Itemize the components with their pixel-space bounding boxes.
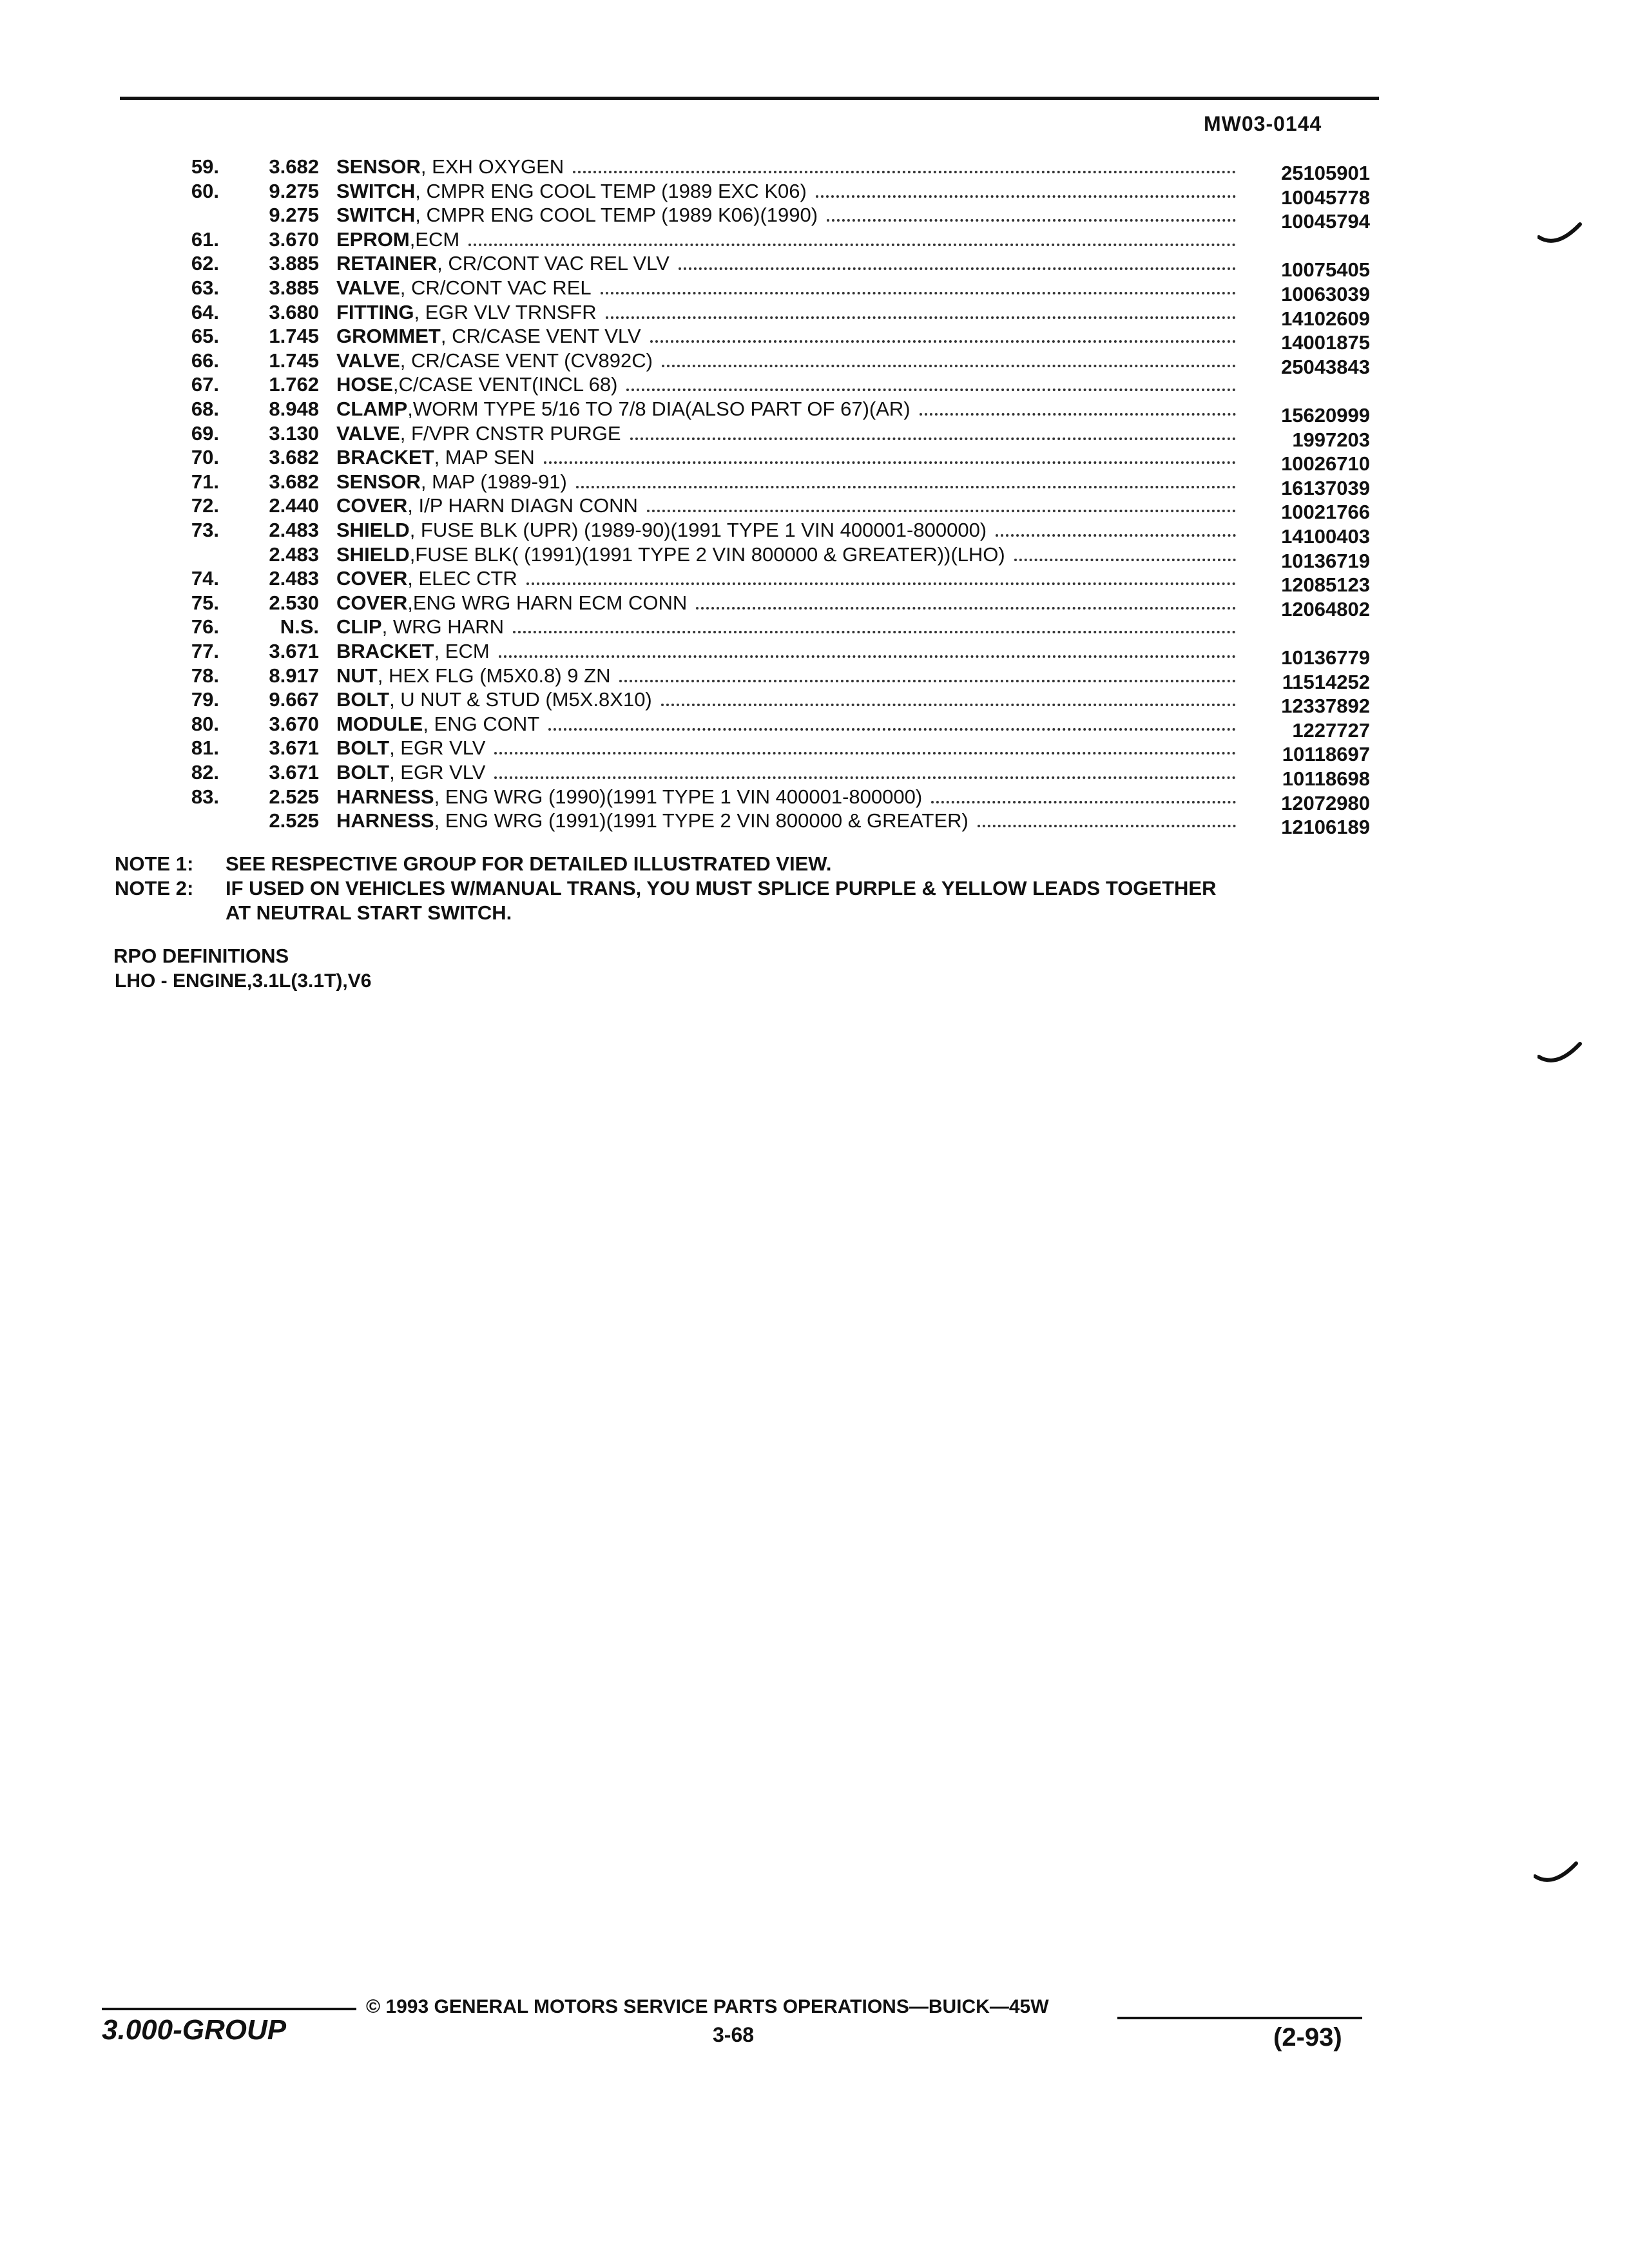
part-number: 12072980 — [1281, 792, 1370, 814]
note-1 — [115, 852, 1403, 876]
group-number: 8.917 — [269, 664, 319, 687]
note-2-text-continued: AT NEUTRAL START SWITCH. — [226, 901, 512, 924]
item-number: 75. — [191, 591, 219, 614]
part-detail: , EGR VLV TRNSFR — [414, 301, 597, 323]
document-code: MW03-0144 — [1204, 112, 1322, 135]
part-description — [336, 349, 1236, 373]
part-name: CLAMP — [336, 398, 408, 420]
part-row — [0, 639, 1629, 669]
part-name: FITTING — [336, 301, 414, 323]
binder-hole-mark-bottom — [1534, 1860, 1579, 1888]
part-description — [336, 421, 1236, 446]
part-name: BRACKET — [336, 446, 434, 468]
part-row — [0, 615, 1629, 639]
part-number: 10075405 — [1281, 258, 1370, 281]
group-number: 9.275 — [269, 204, 319, 226]
item-number: 77. — [191, 640, 219, 662]
group-number: N.S. — [280, 615, 319, 638]
part-row — [0, 470, 1629, 499]
part-name: BOLT — [336, 761, 390, 783]
note-1-label: NOTE 1: — [115, 852, 194, 875]
footer-date: (2-93) — [1273, 2023, 1342, 2052]
part-number: 15620999 — [1281, 404, 1370, 427]
part-number: 10118698 — [1282, 767, 1370, 790]
part-name: SENSOR — [336, 155, 421, 178]
part-number: 12337892 — [1281, 695, 1370, 717]
part-row — [0, 227, 1629, 252]
part-row — [0, 809, 1629, 838]
dot-leader — [619, 664, 1236, 682]
group-number: 9.667 — [269, 688, 319, 711]
part-name: BOLT — [336, 736, 390, 759]
notes-section — [115, 852, 1403, 925]
group-number: 8.948 — [269, 398, 319, 420]
group-number: 2.440 — [269, 494, 319, 517]
item-number: 59. — [191, 155, 219, 178]
part-number: 10063039 — [1281, 283, 1370, 305]
part-name: BRACKET — [336, 640, 434, 662]
group-number: 1.745 — [269, 325, 319, 347]
part-number: 12106189 — [1281, 816, 1370, 838]
part-description — [336, 736, 1236, 760]
part-name: HOSE — [336, 373, 393, 396]
part-number: 10026710 — [1281, 452, 1370, 475]
part-detail: , I/P HARN DIAGN CONN — [407, 494, 638, 517]
part-detail: , CR/CASE VENT VLV — [440, 325, 641, 347]
part-detail: ,FUSE BLK( (1991)(1991 TYPE 2 VIN 800000 & GREATER))(LHO) — [409, 543, 1005, 566]
dot-leader — [650, 325, 1236, 343]
part-name: NUT — [336, 664, 378, 687]
dot-leader — [827, 204, 1236, 222]
part-number: 10118697 — [1282, 743, 1370, 765]
part-row — [0, 445, 1629, 475]
part-number: 14100403 — [1281, 525, 1370, 548]
dot-leader — [526, 567, 1236, 585]
group-number: 2.483 — [269, 567, 319, 590]
part-name: VALVE — [336, 422, 400, 445]
group-number: 3.682 — [269, 470, 319, 493]
part-description — [336, 591, 1236, 615]
part-name: VALVE — [336, 276, 400, 299]
item-number: 62. — [191, 252, 219, 274]
item-number: 72. — [191, 494, 219, 517]
item-number: 66. — [191, 349, 219, 372]
note-1-text: SEE RESPECTIVE GROUP FOR DETAILED ILLUSTRATED VIEW. — [226, 852, 832, 875]
part-number: 16137039 — [1281, 477, 1370, 499]
dot-leader — [494, 761, 1236, 779]
top-rule — [120, 97, 1379, 100]
part-detail: , MAP (1989-91) — [420, 470, 567, 493]
footer-rule-right — [1117, 2017, 1362, 2019]
footer-page-number: 3-68 — [713, 2023, 755, 2046]
dot-leader — [499, 640, 1236, 658]
part-detail: , CMPR ENG COOL TEMP (1989 K06)(1990) — [415, 204, 818, 226]
group-number: 1.762 — [269, 373, 319, 396]
part-name: COVER — [336, 567, 408, 590]
part-number: 10045794 — [1281, 210, 1370, 233]
part-description — [336, 785, 1236, 809]
part-description — [336, 300, 1236, 325]
dot-leader — [1014, 543, 1236, 561]
part-detail: , ENG WRG (1991)(1991 TYPE 2 VIN 800000 & GREATER) — [434, 809, 969, 832]
dot-leader — [573, 155, 1236, 173]
part-name: CLIP — [336, 615, 382, 638]
part-row — [0, 687, 1629, 717]
part-detail: , U NUT & STUD (M5X.8X10) — [389, 688, 652, 711]
part-row — [0, 543, 1629, 572]
part-description — [336, 155, 1236, 179]
dot-leader — [920, 398, 1236, 416]
item-number: 81. — [191, 736, 219, 759]
part-row — [0, 372, 1629, 397]
part-row — [0, 276, 1629, 305]
item-number: 71. — [191, 470, 219, 493]
group-number: 2.525 — [269, 809, 319, 832]
group-number: 3.682 — [269, 446, 319, 468]
part-detail: ,C/CASE VENT(INCL 68) — [392, 373, 618, 396]
part-name: COVER — [336, 591, 408, 614]
item-number: 60. — [191, 180, 219, 202]
part-row — [0, 566, 1629, 596]
dot-leader — [696, 591, 1236, 610]
dot-leader — [661, 688, 1236, 706]
group-number: 2.530 — [269, 591, 319, 614]
part-detail: , CR/CONT VAC REL — [400, 276, 592, 299]
part-number: 12085123 — [1281, 573, 1370, 596]
group-number: 3.670 — [269, 713, 319, 735]
group-number: 3.885 — [269, 252, 319, 274]
part-row — [0, 421, 1629, 451]
part-description — [336, 760, 1236, 785]
part-detail: , WRG HARN — [381, 615, 505, 638]
footer-rule-left — [102, 2008, 356, 2010]
part-description — [336, 712, 1236, 736]
part-detail: , FUSE BLK (UPR) (1989-90)(1991 TYPE 1 VIN 400001-800000) — [409, 519, 987, 541]
part-detail: , ECM — [434, 640, 490, 662]
part-row — [0, 349, 1629, 378]
dot-leader — [606, 301, 1236, 319]
group-number: 2.525 — [269, 785, 319, 808]
item-number: 69. — [191, 422, 219, 445]
part-row — [0, 736, 1629, 765]
part-name: SWITCH — [336, 204, 416, 226]
footer-group: 3.000-GROUP — [102, 2014, 287, 2046]
part-detail: , MAP SEN — [434, 446, 535, 468]
part-number: 25105901 — [1281, 162, 1370, 184]
dot-leader — [544, 446, 1236, 464]
dot-leader — [996, 519, 1236, 537]
part-name: MODULE — [336, 713, 423, 735]
part-name: COVER — [336, 494, 408, 517]
part-name: SHIELD — [336, 543, 410, 566]
part-name: RETAINER — [336, 252, 438, 274]
part-description — [336, 203, 1236, 227]
part-name: EPROM — [336, 228, 410, 251]
item-number: 74. — [191, 567, 219, 590]
item-number: 73. — [191, 519, 219, 541]
part-number: 10021766 — [1281, 501, 1370, 523]
item-number: 79. — [191, 688, 219, 711]
part-detail: , CR/CONT VAC REL VLV — [437, 252, 670, 274]
part-description — [336, 372, 1236, 397]
group-number: 3.671 — [269, 736, 319, 759]
part-description — [336, 445, 1236, 470]
part-number: 14001875 — [1281, 331, 1370, 354]
dot-leader — [931, 785, 1236, 803]
part-detail: , F/VPR CNSTR PURGE — [400, 422, 621, 445]
part-detail: , EGR VLV — [389, 736, 486, 759]
part-row — [0, 712, 1629, 742]
part-number: 10136719 — [1281, 550, 1370, 572]
dot-leader — [978, 809, 1236, 827]
group-number: 3.885 — [269, 276, 319, 299]
part-description — [336, 664, 1236, 688]
part-row — [0, 591, 1629, 620]
part-detail: , ENG WRG (1990)(1991 TYPE 1 VIN 400001-800000) — [434, 785, 923, 808]
group-number: 3.671 — [269, 761, 319, 783]
item-number: 78. — [191, 664, 219, 687]
dot-leader — [662, 349, 1236, 367]
group-number: 3.682 — [269, 155, 319, 178]
item-number: 76. — [191, 615, 219, 638]
part-name: BOLT — [336, 688, 390, 711]
group-number: 3.670 — [269, 228, 319, 251]
part-detail: , ENG CONT — [423, 713, 540, 735]
group-number: 2.483 — [269, 543, 319, 566]
part-row — [0, 518, 1629, 548]
item-number: 82. — [191, 761, 219, 783]
part-detail: , ELEC CTR — [407, 567, 517, 590]
part-detail: ,ECM — [409, 228, 460, 251]
item-number: 64. — [191, 301, 219, 323]
part-description — [336, 687, 1236, 712]
part-description — [336, 397, 1236, 421]
part-number: 14102609 — [1281, 307, 1370, 330]
part-number: 25043843 — [1281, 356, 1370, 378]
dot-leader — [630, 422, 1236, 440]
group-number: 9.275 — [269, 180, 319, 202]
part-description — [336, 227, 1236, 252]
item-number: 65. — [191, 325, 219, 347]
item-number: 67. — [191, 373, 219, 396]
note-2-label: NOTE 2: — [115, 877, 194, 899]
dot-leader — [513, 615, 1236, 633]
group-number: 2.483 — [269, 519, 319, 541]
part-description — [336, 276, 1236, 300]
part-detail: ,WORM TYPE 5/16 TO 7/8 DIA(ALSO PART OF 67)(AR) — [407, 398, 911, 420]
rpo-definition-entry: LHO - ENGINE,3.1L(3.1T),V6 — [115, 970, 372, 992]
part-description — [336, 615, 1236, 639]
item-number: 70. — [191, 446, 219, 468]
item-number: 68. — [191, 398, 219, 420]
part-description — [336, 518, 1236, 543]
part-name: GROMMET — [336, 325, 441, 347]
group-number: 3.680 — [269, 301, 319, 323]
part-number: 10136779 — [1281, 646, 1370, 669]
dot-leader — [468, 228, 1236, 246]
dot-leader — [576, 470, 1236, 488]
part-description — [336, 566, 1236, 591]
part-detail: , EXH OXYGEN — [420, 155, 564, 178]
dot-leader — [548, 713, 1236, 731]
part-description — [336, 251, 1236, 276]
part-description — [336, 639, 1236, 664]
item-number: 80. — [191, 713, 219, 735]
part-number: 12064802 — [1281, 598, 1370, 620]
part-row — [0, 324, 1629, 354]
part-detail: , CMPR ENG COOL TEMP (1989 EXC K06) — [415, 180, 807, 202]
dot-leader — [679, 252, 1236, 270]
part-row — [0, 397, 1629, 427]
group-number: 1.745 — [269, 349, 319, 372]
dot-leader — [647, 494, 1236, 512]
part-row — [0, 300, 1629, 330]
part-detail: , CR/CASE VENT (CV892C) — [400, 349, 653, 372]
part-name: SHIELD — [336, 519, 410, 541]
part-detail: , EGR VLV — [389, 761, 486, 783]
part-description — [336, 494, 1236, 518]
dot-leader — [626, 373, 1236, 391]
part-name: HARNESS — [336, 809, 434, 832]
part-description — [336, 809, 1236, 833]
part-name: HARNESS — [336, 785, 434, 808]
part-row — [0, 155, 1629, 184]
part-row — [0, 664, 1629, 693]
part-name: SWITCH — [336, 180, 416, 202]
rpo-definitions-title: RPO DEFINITIONS — [113, 945, 289, 967]
group-number: 3.130 — [269, 422, 319, 445]
part-name: VALVE — [336, 349, 400, 372]
binder-hole-mark-top — [1537, 220, 1583, 249]
dot-leader — [816, 180, 1236, 198]
note-2-text: IF USED ON VEHICLES W/MANUAL TRANS, YOU MUST SPLICE PURPLE & YELLOW LEADS TOGETHER — [226, 877, 1217, 899]
part-detail: ,ENG WRG HARN ECM CONN — [407, 591, 688, 614]
dot-leader — [494, 736, 1236, 754]
item-number: 83. — [191, 785, 219, 808]
part-row — [0, 494, 1629, 523]
binder-hole-mark-middle — [1537, 1040, 1583, 1068]
footer-copyright: © 1993 GENERAL MOTORS SERVICE PARTS OPERATIONS—BUICK—45W — [366, 1996, 1049, 2017]
part-detail: , HEX FLG (M5X0.8) 9 ZN — [377, 664, 611, 687]
dot-leader — [601, 276, 1236, 294]
part-name: SENSOR — [336, 470, 421, 493]
part-row — [0, 179, 1629, 209]
part-description — [336, 324, 1236, 349]
group-number: 3.671 — [269, 640, 319, 662]
part-number: 11514252 — [1282, 671, 1370, 693]
part-row — [0, 251, 1629, 281]
part-row — [0, 785, 1629, 814]
part-row — [0, 203, 1629, 233]
part-number: 1997203 — [1292, 428, 1370, 451]
part-number: 1227727 — [1292, 719, 1370, 742]
part-description — [336, 179, 1236, 204]
part-row — [0, 760, 1629, 790]
part-number: 10045778 — [1281, 186, 1370, 209]
item-number: 61. — [191, 228, 219, 251]
note-2 — [115, 876, 1403, 901]
part-description — [336, 470, 1236, 494]
note-2-continued — [115, 901, 1403, 925]
part-description — [336, 543, 1236, 567]
item-number: 63. — [191, 276, 219, 299]
